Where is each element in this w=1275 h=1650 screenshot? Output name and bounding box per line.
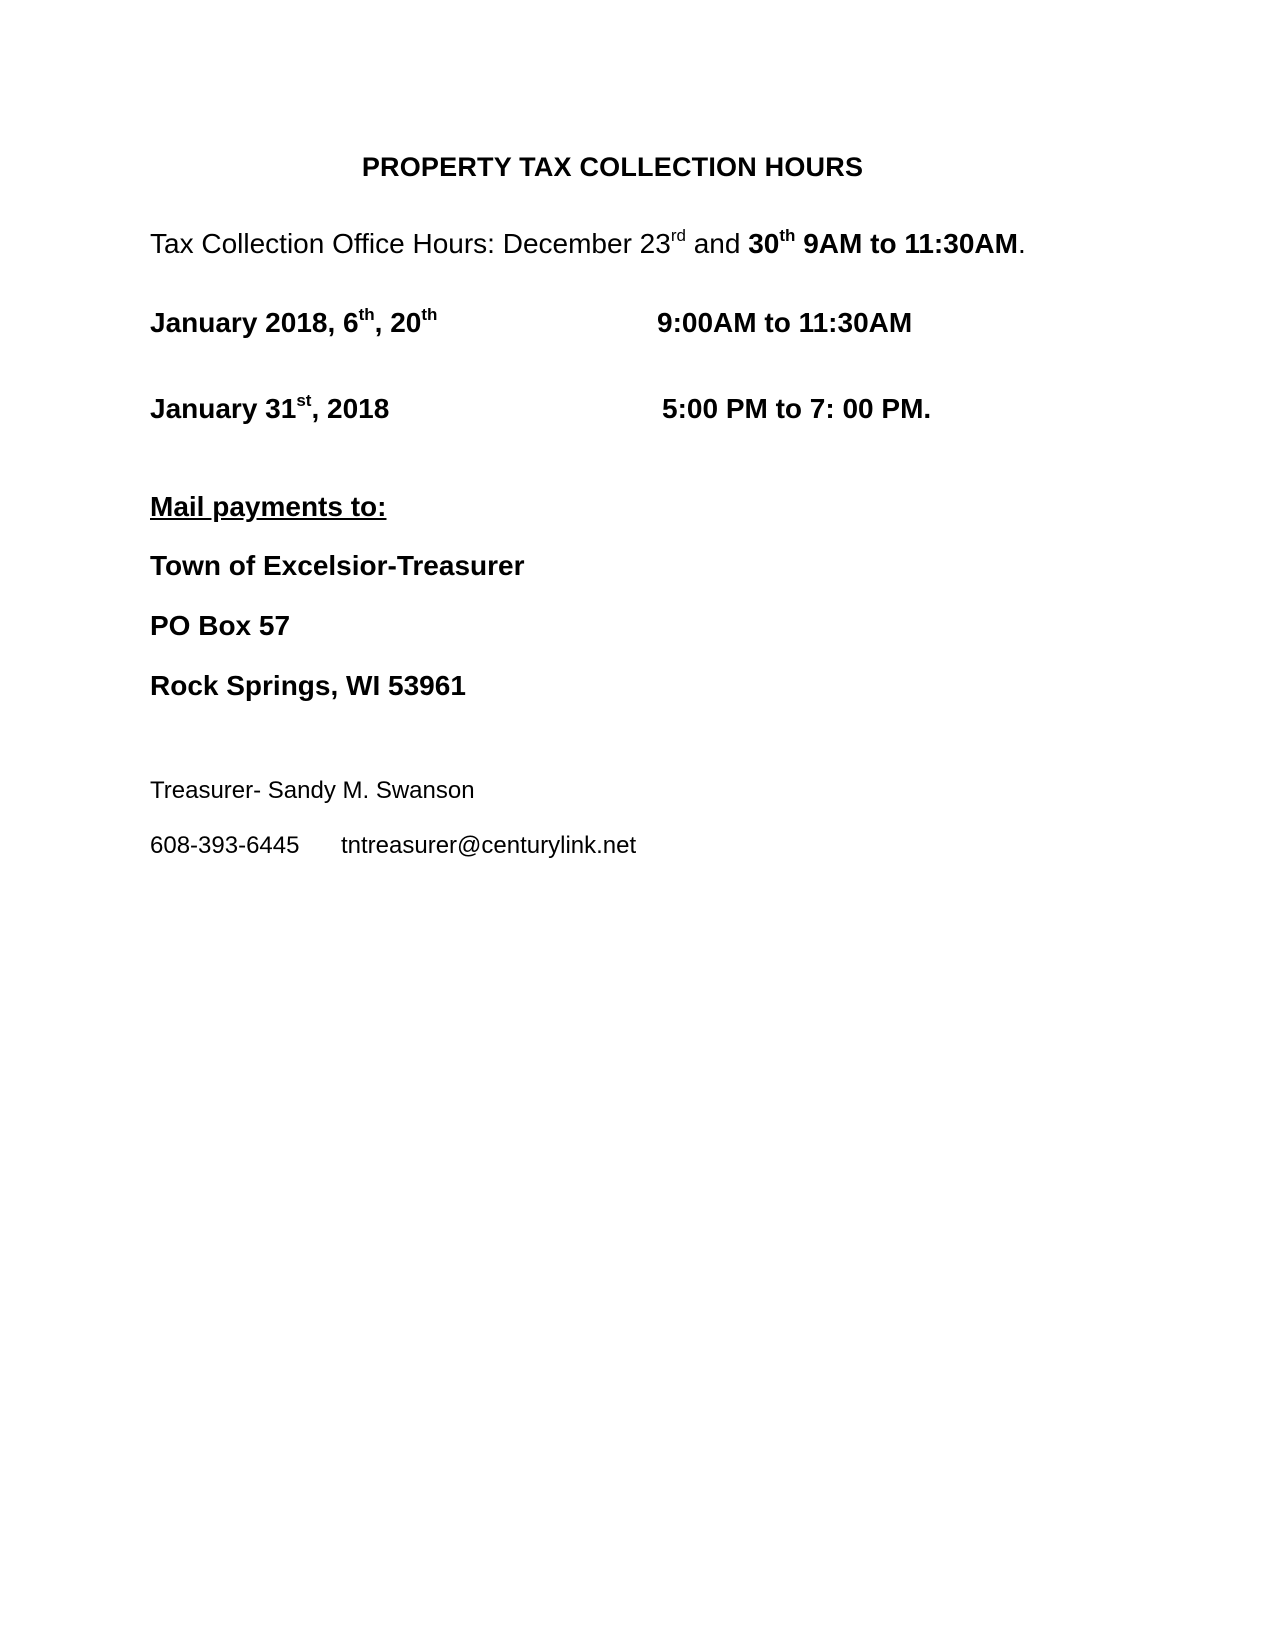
office-hours-day: 30 — [748, 228, 780, 259]
schedule-date-text: , 20 — [374, 307, 422, 338]
treasurer-name: Treasurer- Sandy M. Swanson — [150, 777, 475, 804]
title-text: PROPERTY TAX COLLECTION HOURS — [361, 152, 864, 182]
schedule-hours: 9:00AM to 11:30AM — [657, 307, 913, 338]
office-hours-period: . — [1017, 228, 1026, 259]
office-hours-time: 9AM to 11:30AM — [795, 228, 1018, 259]
ordinal-suffix: th — [421, 304, 438, 324]
schedule-hours: 5:00 PM to 7: 00 PM. — [662, 393, 932, 424]
address-line: Town of Excelsior-Treasurer — [150, 550, 525, 581]
ordinal-suffix: th — [358, 304, 375, 324]
office-hours-and: and — [685, 228, 749, 259]
ordinal-suffix: rd — [670, 225, 686, 245]
email-address: tntreasurer@centurylink.net — [341, 832, 637, 859]
contact-line — [150, 832, 636, 860]
address-line: Rock Springs, WI 53961 — [150, 670, 466, 701]
schedule-date-text: , 2018 — [311, 393, 390, 424]
schedule-row — [150, 390, 932, 425]
phone-number: 608-393-6445 — [150, 832, 300, 859]
page-title — [0, 152, 1275, 183]
mail-heading: Mail payments to: — [150, 491, 387, 522]
ordinal-suffix: st — [296, 390, 312, 410]
schedule-row — [150, 304, 913, 339]
schedule-date — [150, 390, 662, 425]
office-hours-line — [150, 225, 1026, 260]
schedule-date-text: January 2018, 6 — [150, 307, 359, 338]
address-line: PO Box 57 — [150, 610, 291, 641]
ordinal-suffix: th — [779, 225, 796, 245]
schedule-date — [150, 304, 657, 339]
schedule-date-text: January 31 — [150, 393, 297, 424]
office-hours-prefix: Tax Collection Office Hours: December 23 — [150, 228, 671, 259]
